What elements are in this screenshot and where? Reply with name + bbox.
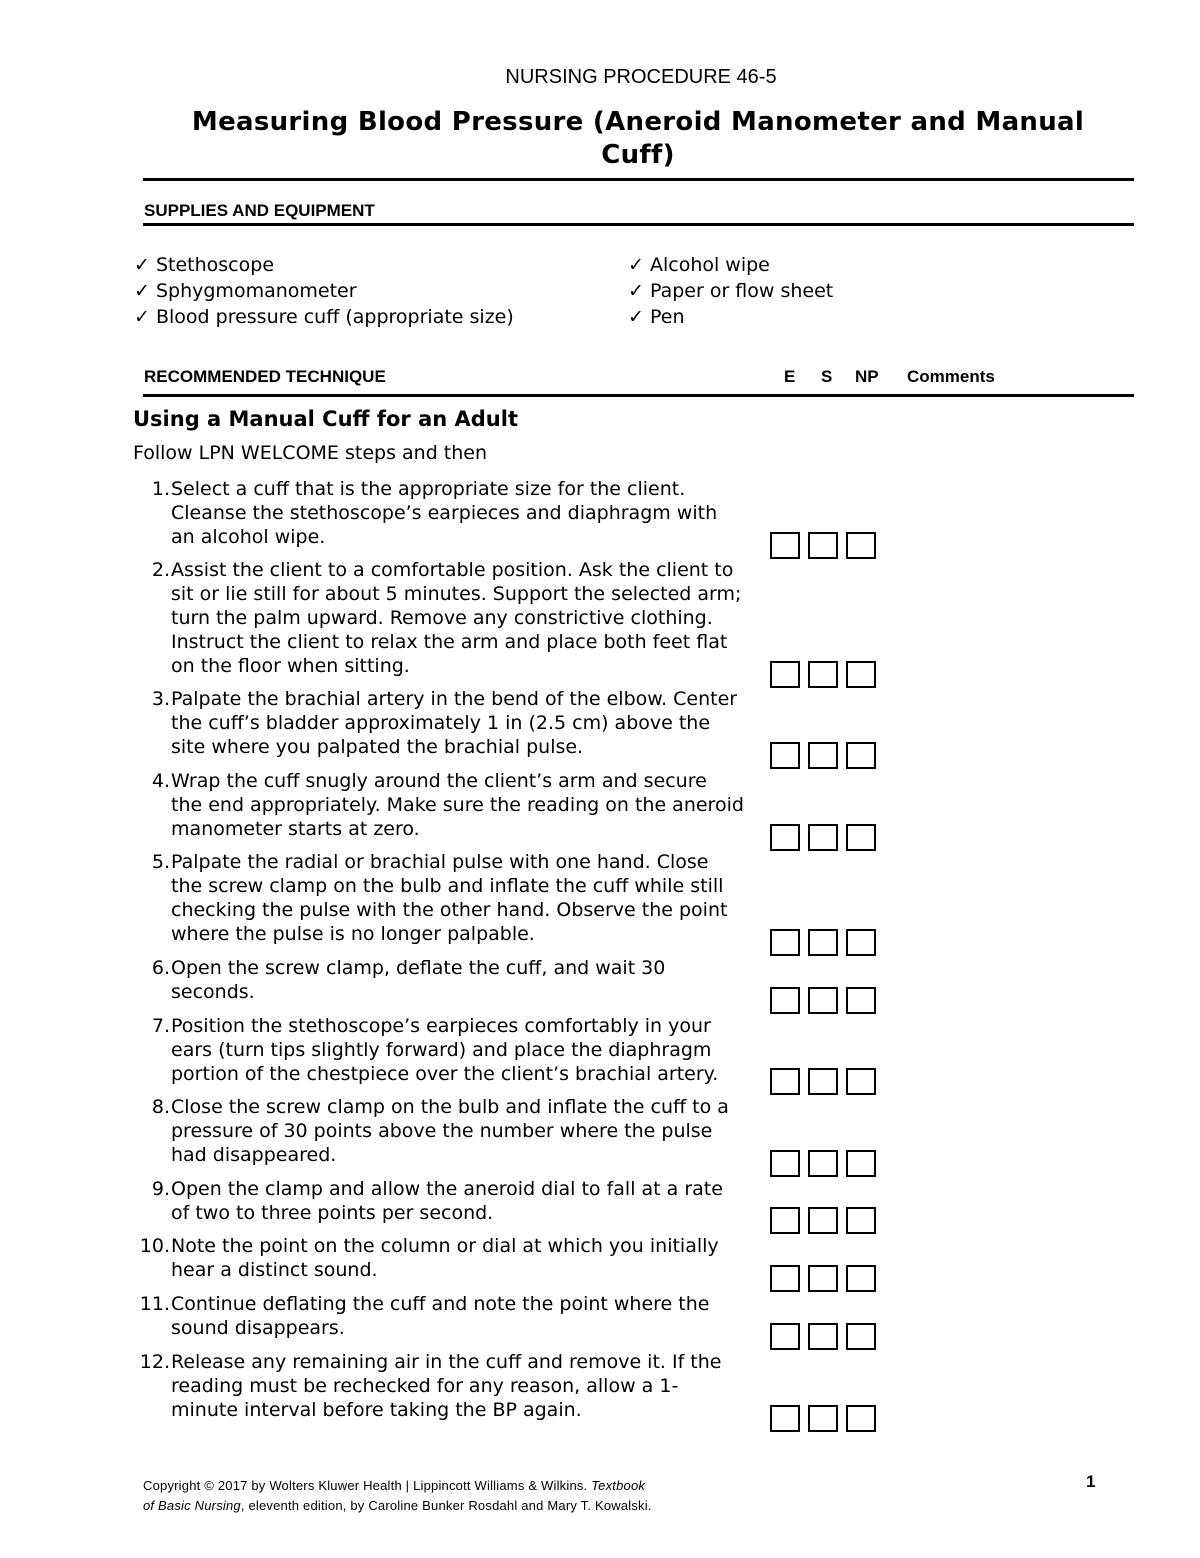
step-item: 6. Open the screw clamp, deflate the cuff, and wait 30 seconds. xyxy=(151,957,666,1003)
checkbox-s-step-7[interactable] xyxy=(808,1068,838,1095)
supplies-list-right xyxy=(628,252,833,330)
checkbox-s-step-2[interactable] xyxy=(808,661,838,688)
checkbox-np-step-3[interactable] xyxy=(846,742,876,769)
checkbox-s-step-10[interactable] xyxy=(808,1265,838,1292)
supply-item: ✓ Stethoscope xyxy=(134,254,275,276)
procedure-number: NURSING PROCEDURE 46-5 xyxy=(505,66,777,88)
checkbox-np-step-5[interactable] xyxy=(846,929,876,956)
supply-item: ✓ Blood pressure cuff (appropriate size) xyxy=(134,306,514,328)
check-icon: ✓ xyxy=(628,254,644,276)
supply-item: ✓ Paper or flow sheet xyxy=(628,280,834,302)
checkbox-s-step-11[interactable] xyxy=(808,1323,838,1350)
checkbox-np-step-4[interactable] xyxy=(846,824,876,851)
checkbox-np-step-10[interactable] xyxy=(846,1265,876,1292)
copyright-footer: Copyright © 2017 by Wolters Kluwer Health | Lippincott Williams & Wilkins. Textbook of Basic Nursing, eleventh edition, by Caroline Bunker Rosdahl and Mary T. Kowalski. xyxy=(143,1478,652,1513)
page-title: Measuring Blood Pressure (Aneroid Manometer and Manual Cuff) xyxy=(191,107,1085,170)
technique-divider xyxy=(143,394,1134,397)
checkbox-s-step-1[interactable] xyxy=(808,532,838,559)
checkbox-e-step-4[interactable] xyxy=(770,824,800,851)
checkbox-np-step-8[interactable] xyxy=(846,1150,876,1177)
checkbox-s-step-5[interactable] xyxy=(808,929,838,956)
step-item: 2. Assist the client to a comfortable position. Ask the client to sit or lie still for about 5 minutes. Support the selected arm; turn the palm upward. Remove any constrictive clothing. Instruct the client to relax the arm and place both feet flat on the floor when sitting. xyxy=(151,559,742,677)
checkbox-e-step-9[interactable] xyxy=(770,1207,800,1234)
step-item: 12. Release any remaining air in the cuff and remove it. If the reading must be rechecked for any reason, allow a 1- minute interval before taking the BP again. xyxy=(139,1351,722,1421)
checkbox-e-step-12[interactable] xyxy=(770,1405,800,1432)
checkbox-e-step-7[interactable] xyxy=(770,1068,800,1095)
step-item: 5. Palpate the radial or brachial pulse with one hand. Close the screw clamp on the bulb and inflate the cuff while still checking the pulse with the other hand. Observe the point where the pulse is no longer palpable. xyxy=(151,851,728,945)
checkbox-s-step-4[interactable] xyxy=(808,824,838,851)
step-item: 11. Continue deflating the cuff and note the point where the sound disappears. xyxy=(139,1293,710,1339)
checkbox-np-step-6[interactable] xyxy=(846,987,876,1014)
checkbox-s-step-9[interactable] xyxy=(808,1207,838,1234)
supply-item: ✓ Sphygmomanometer xyxy=(134,280,357,302)
step-item: 3. Palpate the brachial artery in the bend of the elbow. Center the cuff’s bladder approximately 1 in (2.5 cm) above the site where you palpated the brachial pulse. xyxy=(151,688,738,758)
checkbox-np-step-1[interactable] xyxy=(846,532,876,559)
step-item: 10. Note the point on the column or dial at which you initially hear a distinct sound. xyxy=(139,1235,719,1281)
checkbox-np-step-12[interactable] xyxy=(846,1405,876,1432)
column-np: NP xyxy=(855,367,879,386)
technique-heading: RECOMMENDED TECHNIQUE xyxy=(144,367,386,386)
check-icon: ✓ xyxy=(134,306,150,328)
checkbox-np-step-9[interactable] xyxy=(846,1207,876,1234)
step-item: 8. Close the screw clamp on the bulb and inflate the cuff to a pressure of 30 points above the number where the pulse had disappeared. xyxy=(151,1096,729,1166)
supplies-list-left xyxy=(134,252,514,330)
checkbox-e-step-6[interactable] xyxy=(770,987,800,1014)
check-icon: ✓ xyxy=(134,254,150,276)
step-item: 1. Select a cuff that is the appropriate size for the client. Cleanse the stethoscope’s earpieces and diaphragm with an alcohol wipe. xyxy=(151,478,718,548)
checkbox-np-step-11[interactable] xyxy=(846,1323,876,1350)
checkbox-e-step-5[interactable] xyxy=(770,929,800,956)
check-icon: ✓ xyxy=(628,306,644,328)
step-item: 4. Wrap the cuff snugly around the client’s arm and secure the end appropriately. Make sure the reading on the aneroid manometer starts at zero. xyxy=(151,770,744,840)
page-number: 1 xyxy=(1086,1472,1096,1491)
checkbox-s-step-12[interactable] xyxy=(808,1405,838,1432)
checkbox-e-step-3[interactable] xyxy=(770,742,800,769)
intro-text: Follow LPN WELCOME steps and then xyxy=(133,442,488,464)
checkbox-e-step-8[interactable] xyxy=(770,1150,800,1177)
checkbox-np-step-7[interactable] xyxy=(846,1068,876,1095)
checkbox-e-step-11[interactable] xyxy=(770,1323,800,1350)
supplies-divider xyxy=(143,223,1134,226)
column-s: S xyxy=(821,367,833,386)
step-item: 7. Position the stethoscope’s earpieces comfortably in your ears (turn tips slightly forward) and place the diaphragm portion of the chestpiece over the client’s brachial artery. xyxy=(151,1015,719,1085)
section-subheading: Using a Manual Cuff for an Adult xyxy=(133,407,518,431)
checkbox-e-step-10[interactable] xyxy=(770,1265,800,1292)
check-icon: ✓ xyxy=(628,280,644,302)
checkbox-s-step-6[interactable] xyxy=(808,987,838,1014)
supply-item: ✓ Alcohol wipe xyxy=(628,254,770,276)
checkbox-s-step-3[interactable] xyxy=(808,742,838,769)
supply-item: ✓ Pen xyxy=(628,306,685,328)
checkbox-e-step-1[interactable] xyxy=(770,532,800,559)
column-comments: Comments xyxy=(907,367,995,386)
title-divider xyxy=(143,178,1134,181)
check-icon: ✓ xyxy=(134,280,150,302)
column-e: E xyxy=(784,367,796,386)
supplies-heading: SUPPLIES AND EQUIPMENT xyxy=(144,201,375,220)
checkbox-np-step-2[interactable] xyxy=(846,661,876,688)
step-item: 9. Open the clamp and allow the aneroid dial to fall at a rate of two to three points per second. xyxy=(151,1178,723,1224)
checkbox-e-step-2[interactable] xyxy=(770,661,800,688)
checkbox-s-step-8[interactable] xyxy=(808,1150,838,1177)
